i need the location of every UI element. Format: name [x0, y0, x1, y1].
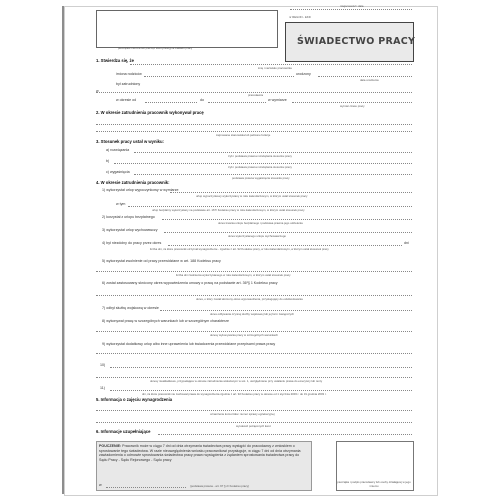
bailiff-field[interactable] — [96, 410, 412, 411]
unpaid-days-field[interactable] — [110, 390, 412, 391]
field-caption: tryb i podstawa prawna rozwiązania stosunku pracy — [228, 154, 292, 158]
field-label: 3) wykorzystał urlop wychowawczy — [102, 228, 158, 232]
company-stamp-box — [96, 10, 278, 48]
field-caption: pracodawca — [248, 93, 264, 97]
field-caption: tryb i podstawa prawna rozwiązania stosunku pracy — [228, 165, 292, 169]
parental-leave-field[interactable] — [164, 232, 412, 233]
non-contributory-field-2[interactable] — [96, 377, 412, 378]
field-caption: imię i nazwisko pracownika — [258, 66, 292, 70]
stamp-caption: pieczątka imienna lub pieczęć identyfikacyjna zakładu pracy — [118, 46, 193, 50]
notice-text — [99, 444, 307, 462]
unpaid-leave-field[interactable] — [162, 219, 412, 220]
positions-field[interactable] — [96, 124, 412, 125]
military-field[interactable] — [160, 310, 412, 311]
employee-name-field[interactable] — [130, 64, 412, 65]
expiry-field[interactable] — [134, 174, 412, 175]
field-label: 2) korzystał z urlopu bezpłatnego — [102, 215, 155, 219]
field-caption: okres wykorzystanego urlopu wychowawczego — [228, 234, 286, 238]
art188-field[interactable] — [96, 271, 412, 272]
period-from-field[interactable] — [145, 102, 197, 103]
special-conditions-field[interactable] — [96, 331, 412, 332]
field-label: b) — [106, 159, 110, 163]
dimension-field[interactable] — [292, 102, 412, 103]
field-caption: wysokość potrąconych kwot — [236, 424, 271, 428]
field-caption: urlop wypoczynkowy wykorzystany w roku kalendarzowym, w którym ustał stosunek pracy — [196, 194, 308, 198]
supplementary-field[interactable] — [158, 434, 412, 435]
section-3-heading: 3. Stosunek pracy ustał w wyniku: — [96, 139, 164, 144]
field-label: 6) został zastosowany skrócony okres wypowiedzenia umowy o pracę na podstawie art. 36¹§ 1 Kodeksu pracy — [102, 281, 278, 285]
page-title: ŚWIADECTWO PRACY — [297, 36, 416, 47]
termination-b-field[interactable] — [114, 163, 412, 164]
field-label: 10) — [100, 363, 106, 367]
notice-label: POUCZENIE: — [99, 444, 122, 448]
place-date-caption: miejscowość i data — [340, 4, 364, 8]
section-6-heading: 6. Informacje uzupełniające — [96, 429, 151, 434]
parents-names-field[interactable] — [144, 76, 294, 77]
field-label: był zatrudniony — [116, 82, 141, 86]
regon-caption: nr REGON - EKD — [289, 15, 311, 19]
additional-leave-field[interactable] — [96, 353, 412, 354]
field-label: w — [96, 89, 99, 93]
field-caption: liczba dni, za które pracownik otrzymał wynagrodzenie - zgodnie z art. 92 Kodeksu pracy, w roku kalendarzowym, w którym ustał stosunek pracy — [150, 247, 329, 251]
unpaid-part-field[interactable] — [128, 206, 412, 207]
field-label: imiona rodziców — [116, 72, 142, 76]
field-label: w tym — [116, 202, 126, 206]
court-field[interactable] — [106, 487, 186, 488]
deducted-amount-field[interactable] — [96, 422, 412, 423]
field-label: 8) wykonywał pracę w szczególnych warunkach lub w szczególnym charakterze — [102, 319, 230, 323]
field-label: 9) wykorzystał dodatkowy urlop albo inne uprawnienia lub świadczenia przewidziane przepisami prawa pracy — [102, 342, 276, 346]
field-caption: data urodzenia — [360, 78, 379, 82]
field-label: 7) odbył służbę wojskową w okresie — [102, 306, 159, 310]
birth-date-field[interactable] — [318, 76, 412, 77]
field-label: 5) wykorzystał zwolnienie od pracy przewidziane w art. 188 Kodeksu pracy — [102, 259, 221, 263]
field-caption: wymiar czasu pracy — [340, 104, 365, 108]
field-caption: urlop bezpłatny wykorzystany na podstawie art. 167² Kodeksu pracy w roku kalendarzowym, w którym ustał stosunek pracy — [152, 208, 305, 212]
period-to-field[interactable] — [208, 102, 266, 103]
annual-leave-field[interactable] — [170, 192, 412, 193]
non-contributory-field[interactable] — [110, 367, 412, 368]
section-4-heading: 4. W okresie zatrudnienia pracownik: — [96, 180, 170, 185]
field-caption: dni, za które pracownik nie zachował prawa do wynagrodzenia zgodnie z art. 92 Kodeksu pracy w okresie od 1 stycznia 2003 r. do 31 grudnia 2003 r. — [142, 392, 327, 396]
field-label: 1) wykorzystał urlop wypoczynkowy w wymiarze — [102, 188, 179, 192]
court-label: w — [99, 483, 102, 487]
sick-days-field[interactable] — [168, 245, 402, 246]
positions-field-2[interactable] — [96, 131, 412, 132]
field-caption: okres odbywania czynnej służby wojskowej lub jej form zastępczych — [210, 312, 295, 316]
field-label: a) rozwiązania — [106, 148, 130, 152]
field-label: w okresie od — [116, 98, 137, 102]
field-caption: okresy nieskładkowe, przypadające w okresie zatrudnienia wskazanym w ust. 1, uwzględniane przy ustalaniu prawa do emerytury lub renty — [150, 379, 323, 383]
field-label: w wymiarze — [268, 98, 287, 102]
field-label: urodzony — [296, 72, 311, 76]
section-1-heading: 1. Stwierdza się, że — [96, 58, 134, 63]
termination-field[interactable] — [134, 152, 412, 153]
field-caption: oznaczenie komornika i numer sprawy egzekucyjnej — [210, 412, 275, 416]
section-5-heading: 5. Informacja o zajęciu wynagrodzenia — [96, 397, 173, 402]
field-label: 11) — [100, 386, 105, 390]
field-caption: okres trwania urlopu bezpłatnego i podstawa prawna jego udzielenia — [218, 221, 303, 225]
field-caption: liczba dni zwolnienia wykorzystanego w roku kalendarzowym, w którym ustał stosunek pracy — [176, 273, 291, 277]
field-label: do — [200, 98, 204, 102]
field-label: 4) był niezdolny do pracy przez okres — [102, 241, 162, 245]
notice-body: Pracownik może w ciągu 7 dni od dnia otrzymania świadectwa pracy wystąpić do pracodawcy z wnioskiem o sprostowanie tego świadectwa. W razie nieuwzględnienia wniosku pracownikowi przysługuje, w ciągu 7 dni od dnia otrzymania zawiadomienia o odmowie sprostowania świadectwa pracy prawo wystąpienia z żądaniem sprostowania świadectwa pracy do Sądu Pracy - Sądu Rejonowego - Sądu pracy — [99, 444, 301, 462]
field-caption: zajmowane stanowiska lub pełnione funkcje — [216, 133, 271, 137]
field-label: c) wygaśnięcia — [106, 170, 130, 174]
field-caption: okres, o który został skrócony okres wypowiedzenia, przysługujący do odszkodowania — [196, 297, 303, 301]
signature-caption: pieczątka i podpis pracodawcy lub osoby działającej w jego imieniu — [337, 480, 411, 489]
field-caption: podstawa prawna wygaśnięcia stosunku pracy — [232, 176, 290, 180]
days-unit: dni — [404, 241, 409, 245]
field-caption: okresy wykonywania pracy w szczególnych warunkach — [210, 333, 278, 337]
notice-shortening-field[interactable] — [96, 295, 412, 296]
legal-basis: (podstawa prawna - art. 97 § 2¹ Kodeksu pracy) — [190, 484, 250, 488]
section-2-heading: 2. W okresie zatrudnienia pracownik wykonywał pracę — [96, 110, 204, 115]
